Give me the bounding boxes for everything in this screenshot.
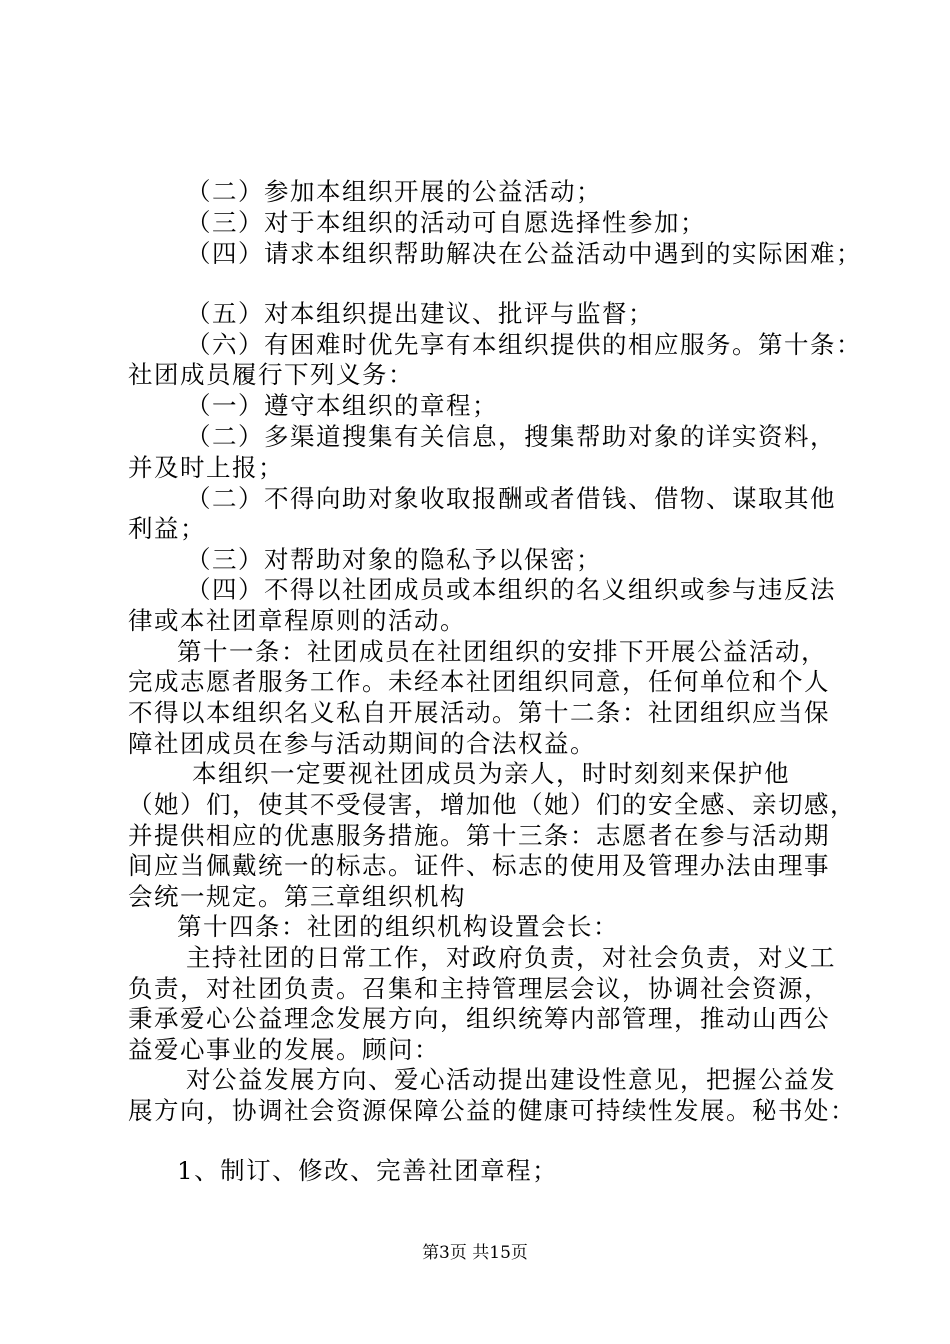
- text-line-26: 负责，对社团负责。召集和主持管理层会议，协调社会资源，: [128, 974, 830, 1003]
- text-line-12: （三）对帮助对象的隐私予以保密；: [186, 545, 602, 574]
- text-line-2: （三）对于本组织的活动可自愿选择性参加；: [186, 208, 706, 237]
- page-footer: 第3页 共15页: [422, 1243, 528, 1263]
- text-line-7: （一）遵守本组织的章程；: [186, 391, 498, 420]
- text-line-4: （五）对本组织提出建议、批评与监督；: [186, 299, 654, 328]
- text-line-17: 不得以本组织名义私自开展活动。第十二条：社团组织应当保: [128, 698, 830, 727]
- text-line-20: （她）们，使其不受侵害，增加他（她）们的安全感、亲切感，: [128, 790, 856, 819]
- text-line-24: 第十四条：社团的组织机构设置会长：: [177, 912, 619, 941]
- text-line-30: 展方向，协调社会资源保障公益的健康可持续性发展。秘书处：: [128, 1096, 856, 1125]
- text-line-11: 利益；: [128, 514, 206, 543]
- text-line-1: （二）参加本组织开展的公益活动；: [186, 177, 602, 206]
- text-line-18: 障社团成员在参与活动期间的合法权益。: [128, 729, 596, 758]
- text-line-22: 间应当佩戴统一的标志。证件、标志的使用及管理办法由理事: [128, 851, 830, 880]
- text-line-19: 本组织一定要视社团成员为亲人，时时刻刻来保护他: [192, 759, 790, 788]
- text-line-14: 律或本社团章程原则的活动。: [128, 606, 466, 635]
- text-line-28: 益爱心事业的发展。顾问：: [128, 1035, 440, 1064]
- text-line-29: 对公益发展方向、爱心活动提出建设性意见，把握公益发: [186, 1065, 836, 1094]
- text-line-6: 社团成员履行下列义务：: [128, 360, 414, 389]
- text-line-10: （二）不得向助对象收取报酬或者借钱、借物、谋取其他: [186, 484, 836, 513]
- text-line-23: 会统一规定。第三章组织机构: [128, 882, 466, 911]
- text-line-8: （二）多渠道搜集有关信息，搜集帮助对象的详实资料，: [186, 422, 836, 451]
- text-line-3: （四）请求本组织帮助解决在公益活动中遇到的实际困难；: [186, 239, 862, 268]
- text-line-9: 并及时上报；: [128, 453, 284, 482]
- text-line-5: （六）有困难时优先享有本组织提供的相应服务。第十条：: [186, 330, 862, 359]
- text-line-13: （四）不得以社团成员或本组织的名义组织或参与违反法: [186, 575, 836, 604]
- text-line-16: 完成志愿者服务工作。未经本社团组织同意，任何单位和个人: [128, 667, 830, 696]
- text-line-27: 秉承爱心公益理念发展方向，组织统筹内部管理，推动山西公: [128, 1004, 830, 1033]
- text-line-25: 主持社团的日常工作，对政府负责，对社会负责，对义工: [186, 943, 836, 972]
- text-line-15: 第十一条：社团成员在社团组织的安排下开展公益活动，: [177, 637, 827, 666]
- text-line-31: 1、制订、修改、完善社团章程；: [177, 1156, 559, 1185]
- text-line-21: 并提供相应的优惠服务措施。第十三条：志愿者在参与活动期: [128, 821, 830, 850]
